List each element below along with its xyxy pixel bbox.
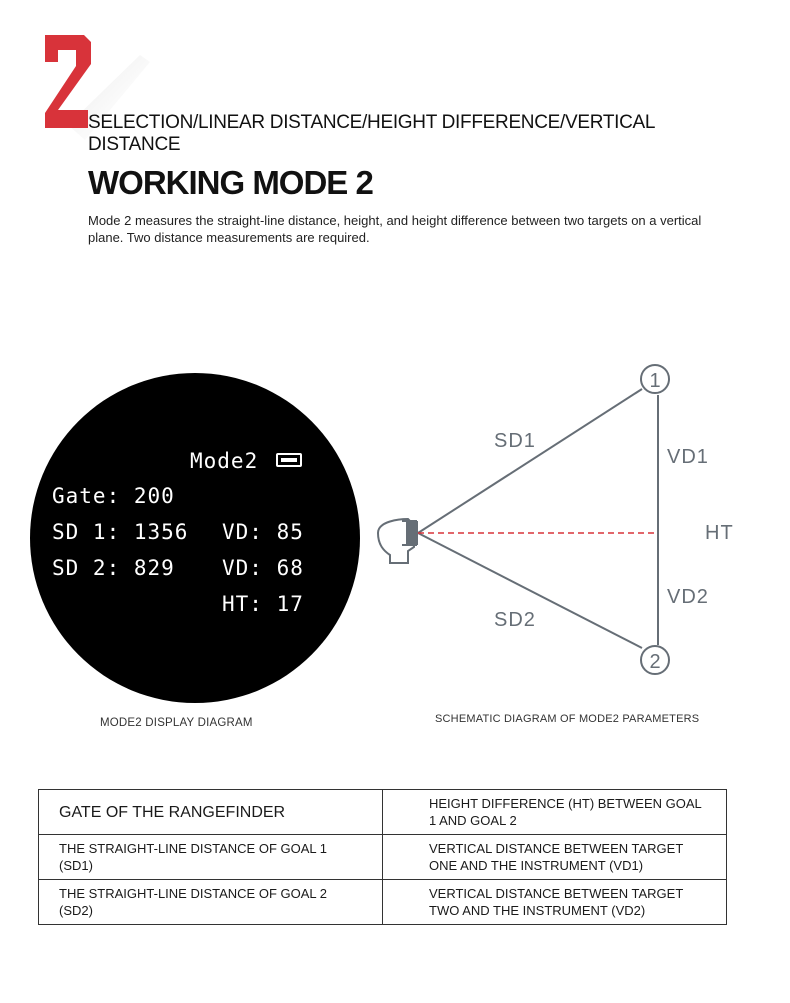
header [88, 112, 728, 246]
ht-label: HT [705, 522, 734, 544]
legend-cell: GATE OF THE RANGEFINDER [39, 790, 383, 835]
display-sd1: SD 1: 1356 [52, 520, 189, 544]
display-caption: MODE2 DISPLAY DIAGRAM [100, 717, 253, 729]
display-gate: Gate: 200 [52, 484, 175, 508]
schematic-diagram [370, 355, 770, 685]
header-subtitle: SELECTION/LINEAR DISTANCE/HEIGHT DIFFERENCE/VERTICAL DISTANCE [88, 112, 655, 155]
legend-cell: THE STRAIGHT-LINE DISTANCE OF GOAL 2 (SD2) [39, 880, 383, 925]
display-sd2: SD 2: 829 [52, 556, 175, 580]
table-row [39, 880, 727, 925]
step-number-glyph [45, 35, 91, 128]
display-vd1: VD: 85 [222, 520, 304, 544]
mode2-display [30, 373, 360, 703]
legend-cell: VERTICAL DISTANCE BETWEEN TARGET ONE AND THE INSTRUMENT (VD1) [383, 835, 727, 880]
legend-cell: HEIGHT DIFFERENCE (HT) BETWEEN GOAL 1 AND GOAL 2 [383, 790, 727, 835]
display-mode-label: Mode2 [190, 449, 259, 473]
table-row [39, 790, 727, 835]
schematic-caption: SCHEMATIC DIAGRAM OF MODE2 PARAMETERS [435, 713, 700, 725]
battery-icon [276, 453, 302, 467]
vd2-label: VD2 [667, 586, 709, 608]
page-title: WORKING MODE 2 [88, 164, 373, 201]
legend-cell: THE STRAIGHT-LINE DISTANCE OF GOAL 1 (SD1) [39, 835, 383, 880]
legend-table [38, 789, 727, 925]
target-1-label: 1 [649, 370, 661, 392]
sd2-label: SD2 [494, 609, 536, 631]
observer-instrument [406, 521, 418, 545]
display-ht: HT: 17 [222, 592, 304, 616]
vd1-label: VD1 [667, 446, 709, 468]
sd1-label: SD1 [494, 430, 536, 452]
table-row [39, 835, 727, 880]
target-2-label: 2 [649, 651, 661, 673]
display-vd2: VD: 68 [222, 556, 304, 580]
sd1-line [418, 389, 642, 533]
legend-cell: VERTICAL DISTANCE BETWEEN TARGET TWO AND THE INSTRUMENT (VD2) [383, 880, 727, 925]
mode-description: Mode 2 measures the straight-line distance, height, and height difference between two targets on a vertical plane. Two distance measurements are required. [88, 213, 702, 245]
